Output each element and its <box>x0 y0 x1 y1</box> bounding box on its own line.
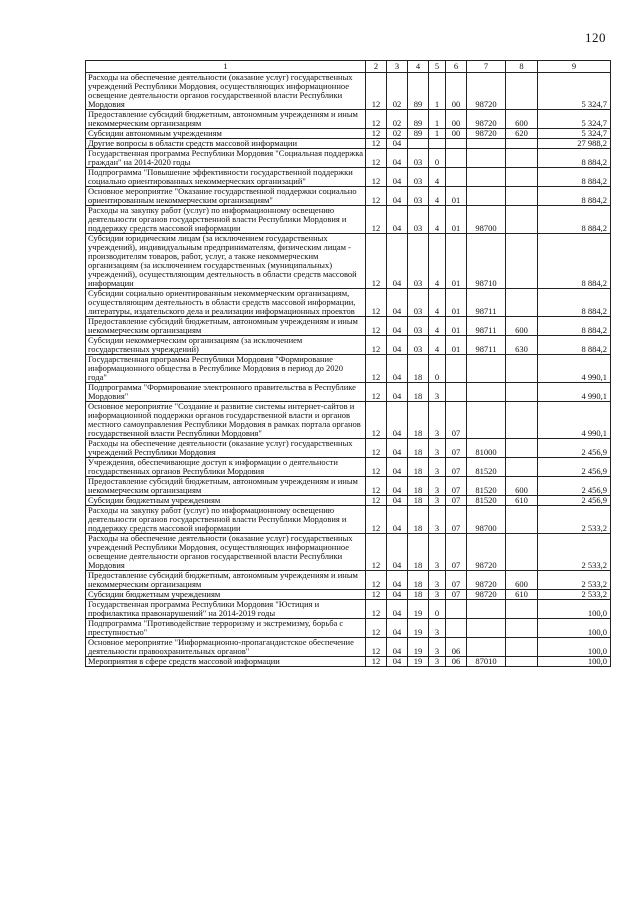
table-row <box>86 139 611 149</box>
cell-expense-type <box>506 402 538 439</box>
cell-program: 03 <box>408 149 429 168</box>
cell-subprogram: 4 <box>429 234 446 289</box>
row-name: Субсидии бюджетным учреждениям <box>86 496 366 506</box>
cell-direction: 98700 <box>467 206 506 234</box>
cell-direction: 81520 <box>467 477 506 496</box>
cell-direction <box>467 638 506 657</box>
cell-section: 12 <box>366 206 387 234</box>
cell-subsection: 04 <box>387 149 408 168</box>
cell-amount: 8 884,2 <box>538 187 611 206</box>
table-row <box>86 619 611 638</box>
row-name: Основное мероприятие "Оказание государственной поддержки социально ориентированным некоммерческим организациям" <box>86 187 366 206</box>
cell-direction: 98720 <box>467 571 506 590</box>
table-row <box>86 600 611 619</box>
row-name: Расходы на закупку работ (услуг) по информационному освещению деятельности органов государственной власти Республики Мордовия и поддержку средств массовой информации <box>86 506 366 534</box>
row-name: Субсидии бюджетным учреждениям <box>86 590 366 600</box>
row-name: Мероприятия в сфере средств массовой информации <box>86 657 366 667</box>
cell-event <box>446 383 467 402</box>
cell-expense-type <box>506 534 538 571</box>
cell-program: 03 <box>408 289 429 317</box>
cell-subsection: 04 <box>387 317 408 336</box>
cell-amount: 5 324,7 <box>538 129 611 139</box>
cell-direction: 87010 <box>467 657 506 667</box>
row-name: Субсидии социально ориентированным некоммерческим организациям, осуществляющим деятельность в области средств массовой информации, литературы, издательского дела и реализации информационных проектов <box>86 289 366 317</box>
cell-subprogram: 0 <box>429 600 446 619</box>
cell-section: 12 <box>366 600 387 619</box>
table-body <box>86 73 611 667</box>
cell-amount: 100,0 <box>538 619 611 638</box>
cell-subsection: 04 <box>387 383 408 402</box>
cell-direction <box>467 402 506 439</box>
cell-subprogram: 3 <box>429 619 446 638</box>
cell-subsection: 04 <box>387 187 408 206</box>
cell-program: 19 <box>408 638 429 657</box>
cell-program: 03 <box>408 168 429 187</box>
cell-expense-type: 600 <box>506 571 538 590</box>
cell-subsection: 04 <box>387 439 408 458</box>
cell-event: 07 <box>446 477 467 496</box>
row-name: Государственная программа Республики Мордовия "Юстиция и профилактика правонарушений" на 2014-2019 годы <box>86 600 366 619</box>
cell-subsection: 04 <box>387 206 408 234</box>
cell-direction: 98700 <box>467 506 506 534</box>
cell-section: 12 <box>366 638 387 657</box>
cell-section: 12 <box>366 336 387 355</box>
table-row <box>86 317 611 336</box>
cell-expense-type: 620 <box>506 129 538 139</box>
cell-amount: 8 884,2 <box>538 336 611 355</box>
cell-subprogram: 4 <box>429 336 446 355</box>
row-name: Подпрограмма "Повышение эффективности государственной поддержки социально ориентированных некоммерческих организаций" <box>86 168 366 187</box>
table-row <box>86 149 611 168</box>
table-row <box>86 383 611 402</box>
cell-subprogram: 4 <box>429 168 446 187</box>
cell-amount: 2 456,9 <box>538 458 611 477</box>
cell-program: 19 <box>408 600 429 619</box>
cell-subprogram: 0 <box>429 355 446 383</box>
cell-direction: 81520 <box>467 496 506 506</box>
cell-amount: 4 990,1 <box>538 383 611 402</box>
table-row <box>86 187 611 206</box>
column-header: 7 <box>467 61 506 73</box>
cell-program: 89 <box>408 129 429 139</box>
row-name: Предоставление субсидий бюджетным, автономным учреждениям и иным некоммерческим организациям <box>86 571 366 590</box>
column-header: 3 <box>387 61 408 73</box>
cell-amount: 8 884,2 <box>538 149 611 168</box>
table-row <box>86 477 611 496</box>
cell-expense-type <box>506 234 538 289</box>
cell-expense-type <box>506 619 538 638</box>
row-name: Подпрограмма "Противодействие терроризму и экстремизму, борьба с преступностью" <box>86 619 366 638</box>
table-row <box>86 458 611 477</box>
cell-direction: 98720 <box>467 129 506 139</box>
cell-expense-type: 600 <box>506 317 538 336</box>
cell-event: 00 <box>446 73 467 110</box>
cell-event: 01 <box>446 317 467 336</box>
cell-subprogram: 4 <box>429 206 446 234</box>
row-name: Основное мероприятие "Создание и развитие системы интернет-сайтов и информационной поддержки органов государственной власти и органов местного самоуправления Республики Мордовия в рамках портала органов государственной власти Республики Мордовия" <box>86 402 366 439</box>
cell-program: 18 <box>408 402 429 439</box>
row-name: Расходы на обеспечение деятельности (оказание услуг) государственных учреждений Республики Мордовия <box>86 439 366 458</box>
cell-subprogram: 3 <box>429 402 446 439</box>
table-row <box>86 506 611 534</box>
table-row <box>86 657 611 667</box>
table-row <box>86 439 611 458</box>
cell-section: 12 <box>366 110 387 129</box>
cell-program: 89 <box>408 110 429 129</box>
row-name: Основное мероприятие "Информационно-пропагандистское обеспечение деятельности правоохранительных органов" <box>86 638 366 657</box>
cell-subprogram: 3 <box>429 506 446 534</box>
cell-program: 18 <box>408 571 429 590</box>
cell-expense-type <box>506 289 538 317</box>
cell-subsection: 04 <box>387 619 408 638</box>
row-name: Государственная программа Республики Мордовия "Социальная поддержка граждан" на 2014-2020 годы <box>86 149 366 168</box>
row-name: Другие вопросы в области средств массовой информации <box>86 139 366 149</box>
budget-table <box>85 60 611 667</box>
cell-event: 07 <box>446 458 467 477</box>
cell-section: 12 <box>366 571 387 590</box>
table-row <box>86 336 611 355</box>
cell-section: 12 <box>366 317 387 336</box>
cell-direction <box>467 139 506 149</box>
column-header: 5 <box>429 61 446 73</box>
cell-expense-type <box>506 600 538 619</box>
cell-section: 12 <box>366 383 387 402</box>
cell-program: 03 <box>408 336 429 355</box>
table-row <box>86 402 611 439</box>
cell-event <box>446 149 467 168</box>
cell-subprogram: 1 <box>429 110 446 129</box>
row-name: Подпрограмма "Формирование электронного правительства в Республике Мордовия" <box>86 383 366 402</box>
table-row <box>86 168 611 187</box>
cell-section: 12 <box>366 477 387 496</box>
table-row <box>86 571 611 590</box>
cell-event: 01 <box>446 289 467 317</box>
cell-subprogram: 1 <box>429 129 446 139</box>
cell-event: 07 <box>446 590 467 600</box>
cell-expense-type <box>506 206 538 234</box>
cell-subsection: 04 <box>387 590 408 600</box>
cell-program: 18 <box>408 458 429 477</box>
cell-subprogram: 1 <box>429 73 446 110</box>
cell-subsection: 04 <box>387 477 408 496</box>
cell-direction: 98720 <box>467 110 506 129</box>
cell-amount: 8 884,2 <box>538 317 611 336</box>
cell-event: 00 <box>446 129 467 139</box>
cell-direction: 98720 <box>467 534 506 571</box>
cell-amount: 2 456,9 <box>538 496 611 506</box>
cell-program: 19 <box>408 619 429 638</box>
cell-event: 01 <box>446 206 467 234</box>
cell-subprogram: 3 <box>429 439 446 458</box>
table-row <box>86 355 611 383</box>
cell-direction <box>467 149 506 168</box>
cell-expense-type: 600 <box>506 477 538 496</box>
row-name: Предоставление субсидий бюджетным, автономным учреждениям и иным некоммерческим организациям <box>86 317 366 336</box>
table-row <box>86 206 611 234</box>
cell-expense-type <box>506 657 538 667</box>
cell-event <box>446 619 467 638</box>
row-name: Учреждения, обеспечивающие доступ к информации о деятельности государственных органов Республики Мордовия <box>86 458 366 477</box>
cell-direction: 98720 <box>467 590 506 600</box>
cell-amount: 2 533,2 <box>538 571 611 590</box>
cell-expense-type <box>506 139 538 149</box>
cell-expense-type <box>506 355 538 383</box>
cell-section: 12 <box>366 187 387 206</box>
row-name: Расходы на закупку работ (услуг) по информационному освещению деятельности органов государственной власти Республики Мордовия и поддержку средств массовой информации <box>86 206 366 234</box>
cell-event: 06 <box>446 638 467 657</box>
cell-program: 18 <box>408 477 429 496</box>
cell-event: 01 <box>446 336 467 355</box>
cell-subsection: 02 <box>387 73 408 110</box>
page-number: 120 <box>585 30 606 45</box>
cell-direction: 98711 <box>467 336 506 355</box>
cell-subsection: 04 <box>387 496 408 506</box>
cell-program: 03 <box>408 317 429 336</box>
column-header: 4 <box>408 61 429 73</box>
cell-expense-type: 600 <box>506 110 538 129</box>
cell-direction <box>467 355 506 383</box>
cell-expense-type <box>506 73 538 110</box>
cell-section: 12 <box>366 657 387 667</box>
row-name: Субсидии юридическим лицам (за исключением государственных учреждений), индивидуальным предпринимателям, физическим лицам - производителям товаров, работ, услуг, а также некоммерческим организациям (за исключением государственных (муниципальных) учреждений), осуществляющим деятельность в области средств массовой информации <box>86 234 366 289</box>
column-header: 8 <box>506 61 538 73</box>
cell-section: 12 <box>366 289 387 317</box>
cell-expense-type <box>506 383 538 402</box>
cell-event: 01 <box>446 234 467 289</box>
cell-program: 19 <box>408 657 429 667</box>
table-row <box>86 234 611 289</box>
cell-event: 07 <box>446 534 467 571</box>
cell-subsection: 04 <box>387 355 408 383</box>
cell-subprogram: 4 <box>429 187 446 206</box>
cell-program: 89 <box>408 73 429 110</box>
table-header-row <box>86 61 611 73</box>
cell-amount: 100,0 <box>538 600 611 619</box>
cell-event: 07 <box>446 496 467 506</box>
cell-amount: 8 884,2 <box>538 168 611 187</box>
cell-amount: 4 990,1 <box>538 355 611 383</box>
cell-subsection: 04 <box>387 234 408 289</box>
cell-program: 18 <box>408 590 429 600</box>
cell-subprogram: 3 <box>429 496 446 506</box>
column-header: 9 <box>538 61 611 73</box>
cell-subprogram: 3 <box>429 590 446 600</box>
cell-expense-type <box>506 439 538 458</box>
cell-direction: 81520 <box>467 458 506 477</box>
cell-event: 00 <box>446 110 467 129</box>
cell-event <box>446 139 467 149</box>
cell-expense-type <box>506 187 538 206</box>
cell-event: 06 <box>446 657 467 667</box>
cell-subsection: 02 <box>387 129 408 139</box>
cell-subsection: 04 <box>387 506 408 534</box>
cell-direction <box>467 383 506 402</box>
row-name: Субсидии некоммерческим организациям (за исключением государственных учреждений) <box>86 336 366 355</box>
cell-amount: 2 456,9 <box>538 477 611 496</box>
cell-amount: 2 533,2 <box>538 590 611 600</box>
cell-expense-type <box>506 168 538 187</box>
cell-expense-type <box>506 458 538 477</box>
cell-direction <box>467 187 506 206</box>
cell-subsection: 04 <box>387 571 408 590</box>
cell-section: 12 <box>366 439 387 458</box>
cell-section: 12 <box>366 402 387 439</box>
cell-program: 18 <box>408 383 429 402</box>
table-row <box>86 638 611 657</box>
cell-subsection: 04 <box>387 336 408 355</box>
cell-section: 12 <box>366 506 387 534</box>
cell-amount: 2 533,2 <box>538 506 611 534</box>
column-header: 6 <box>446 61 467 73</box>
cell-section: 12 <box>366 149 387 168</box>
cell-event: 07 <box>446 506 467 534</box>
cell-amount: 2 533,2 <box>538 534 611 571</box>
cell-subprogram <box>429 139 446 149</box>
cell-direction <box>467 600 506 619</box>
row-name: Предоставление субсидий бюджетным, автономным учреждениям и иным некоммерческим организациям <box>86 477 366 496</box>
cell-subprogram: 3 <box>429 458 446 477</box>
cell-event: 07 <box>446 571 467 590</box>
column-header: 1 <box>86 61 366 73</box>
cell-direction: 98710 <box>467 234 506 289</box>
cell-subsection: 04 <box>387 168 408 187</box>
cell-expense-type: 630 <box>506 336 538 355</box>
cell-section: 12 <box>366 496 387 506</box>
row-name: Государственная программа Республики Мордовия "Формирование информационного общества в Республике Мордовия в период до 2020 года" <box>86 355 366 383</box>
cell-subsection: 04 <box>387 402 408 439</box>
cell-subprogram: 3 <box>429 534 446 571</box>
cell-amount: 100,0 <box>538 657 611 667</box>
cell-subsection: 04 <box>387 657 408 667</box>
cell-section: 12 <box>366 355 387 383</box>
cell-expense-type <box>506 149 538 168</box>
cell-subsection: 04 <box>387 638 408 657</box>
cell-section: 12 <box>366 129 387 139</box>
table-row <box>86 73 611 110</box>
cell-subsection: 04 <box>387 600 408 619</box>
cell-subsection: 04 <box>387 534 408 571</box>
cell-event: 07 <box>446 402 467 439</box>
cell-amount: 8 884,2 <box>538 289 611 317</box>
cell-direction: 98711 <box>467 317 506 336</box>
row-name: Предоставление субсидий бюджетным, автономным учреждениям и иным некоммерческим организациям <box>86 110 366 129</box>
table-row <box>86 289 611 317</box>
table-row <box>86 110 611 129</box>
cell-amount: 8 884,2 <box>538 206 611 234</box>
cell-subsection: 04 <box>387 458 408 477</box>
cell-expense-type <box>506 638 538 657</box>
column-header: 2 <box>366 61 387 73</box>
cell-section: 12 <box>366 590 387 600</box>
row-name: Расходы на обеспечение деятельности (оказание услуг) государственных учреждений Республики Мордовия, осуществляющих информационное освещение деятельности органов государственной власти Республики Мордовия <box>86 534 366 571</box>
table-row <box>86 534 611 571</box>
cell-direction: 81000 <box>467 439 506 458</box>
cell-amount: 5 324,7 <box>538 110 611 129</box>
cell-section: 12 <box>366 458 387 477</box>
cell-event <box>446 168 467 187</box>
cell-program: 18 <box>408 355 429 383</box>
table-row <box>86 590 611 600</box>
cell-program: 03 <box>408 187 429 206</box>
cell-subprogram: 3 <box>429 638 446 657</box>
cell-amount: 27 988,2 <box>538 139 611 149</box>
cell-direction <box>467 168 506 187</box>
cell-program: 18 <box>408 506 429 534</box>
cell-event <box>446 600 467 619</box>
cell-event: 07 <box>446 439 467 458</box>
cell-direction <box>467 619 506 638</box>
cell-section: 12 <box>366 73 387 110</box>
cell-expense-type: 610 <box>506 496 538 506</box>
cell-subprogram: 3 <box>429 383 446 402</box>
cell-subprogram: 3 <box>429 477 446 496</box>
cell-amount: 2 456,9 <box>538 439 611 458</box>
row-name: Расходы на обеспечение деятельности (оказание услуг) государственных учреждений Республики Мордовия, осуществляющих информационное освещение деятельности органов государственной власти Республики Мордовия <box>86 73 366 110</box>
cell-section: 12 <box>366 139 387 149</box>
cell-subprogram: 3 <box>429 571 446 590</box>
cell-program: 18 <box>408 439 429 458</box>
cell-direction: 98720 <box>467 73 506 110</box>
cell-section: 12 <box>366 234 387 289</box>
cell-section: 12 <box>366 534 387 571</box>
cell-program: 03 <box>408 234 429 289</box>
cell-amount: 100,0 <box>538 638 611 657</box>
table-row <box>86 129 611 139</box>
cell-section: 12 <box>366 619 387 638</box>
cell-event <box>446 355 467 383</box>
cell-amount: 8 884,2 <box>538 234 611 289</box>
cell-amount: 4 990,1 <box>538 402 611 439</box>
cell-subsection: 02 <box>387 110 408 129</box>
cell-subsection: 04 <box>387 139 408 149</box>
cell-subprogram: 0 <box>429 149 446 168</box>
table-row <box>86 496 611 506</box>
cell-amount: 5 324,7 <box>538 73 611 110</box>
cell-program: 18 <box>408 534 429 571</box>
row-name: Субсидии автономным учреждениям <box>86 129 366 139</box>
cell-expense-type <box>506 506 538 534</box>
cell-section: 12 <box>366 168 387 187</box>
cell-subprogram: 3 <box>429 657 446 667</box>
cell-subsection: 04 <box>387 289 408 317</box>
cell-program: 03 <box>408 206 429 234</box>
cell-program <box>408 139 429 149</box>
cell-subprogram: 4 <box>429 289 446 317</box>
cell-program: 18 <box>408 496 429 506</box>
cell-expense-type: 610 <box>506 590 538 600</box>
cell-subprogram: 4 <box>429 317 446 336</box>
cell-direction: 98711 <box>467 289 506 317</box>
cell-event: 01 <box>446 187 467 206</box>
